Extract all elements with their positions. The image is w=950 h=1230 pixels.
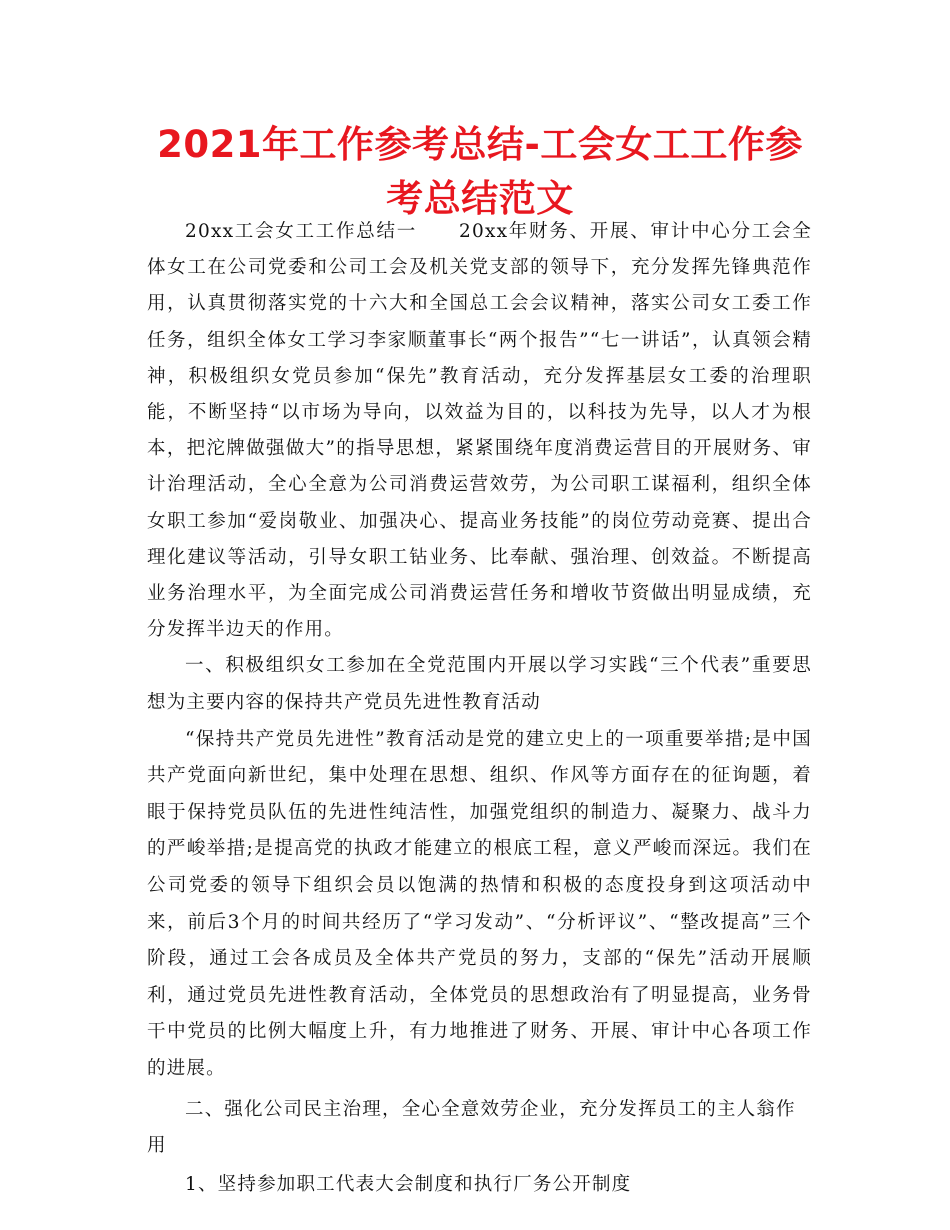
intro-paragraph bbox=[147, 214, 812, 648]
document-title: 2021年工作参考总结-工会女工工作参考总结范文 bbox=[157, 123, 803, 220]
section-1-heading: 一、积极组织女工参加在全党范围内开展以学习实践“三个代表”重要思想为主要内容的保持共产党员先进性教育活动 bbox=[147, 655, 812, 714]
section-2-heading: 二、强化公司民主治理，全心全意效劳企业，充分发挥员工的主人翁作用 bbox=[147, 1098, 796, 1157]
subsection-1-heading: 1、坚持参加职工代表大会制度和执行厂务公开制度 bbox=[185, 1173, 632, 1195]
paragraph-1-text: 20xx年财务、开展、审计中心分工会全体女工在公司党委和公司工会及机关党支部的领导下，充分发挥先锋典范作用，认真贯彻落实党的十六大和全国总工会会议精神，落实公司女工委工作任务，组织全体女工学习李家顺董事长“两个报告”“七一讲话”，认真领会精神，积极组织女党员参加“保先”教育活动，充分发挥基层女工委的治理职能，不断坚持“以市场为导向，以效益为目的，以科技为先导，以人才为根本，把沱牌做强做大”的指导思想，紧紧围绕年度消费运营目的开展财务、审计治理活动，全心全意为公司消费运营效劳，为公司职工谋福利，组织全体女职工参加“爱岗敬业、加强决心、提高业务技能”的岗位劳动竞赛、提出合理化建议等活动，引导女职工钻业务、比奉献、强治理、创效益。不断提高业务治理水平，为全面完成公司消费运营任务和增收节资做出明显成绩，充分发挥半边天的作用。 bbox=[147, 221, 812, 641]
intro-label: 20xx工会女工工作总结一 bbox=[185, 221, 418, 242]
document-body bbox=[147, 214, 812, 1203]
paragraph-2: “保持共产党员先进性”教育活动是党的建立史上的一项重要举措;是中国共产党面向新世纪，集中处理在思想、组织、作风等方面存在的征询题，着眼于保持党员队伍的先进性纯洁性，加强党组织的制造力、凝聚力、战斗力的严峻举措;是提高党的执政才能建立的根底工程，意义严峻而深远。我们在公司党委的领导下组织会员以饱满的热情和积极的态度投身到这项活动中来，前后3个月的时间共经历了“学习发动”、“分析评议”、“整改提高”三个阶段，通过工会各成员及全体共产党员的努力，支部的“保先”活动开展顺利，通过党员先进性教育活动，全体党员的思想政治有了明显提高，业务骨干中党员的比例大幅度上升，有力地推进了财务、开展、审计中心各项工作的进展。 bbox=[147, 728, 812, 1079]
